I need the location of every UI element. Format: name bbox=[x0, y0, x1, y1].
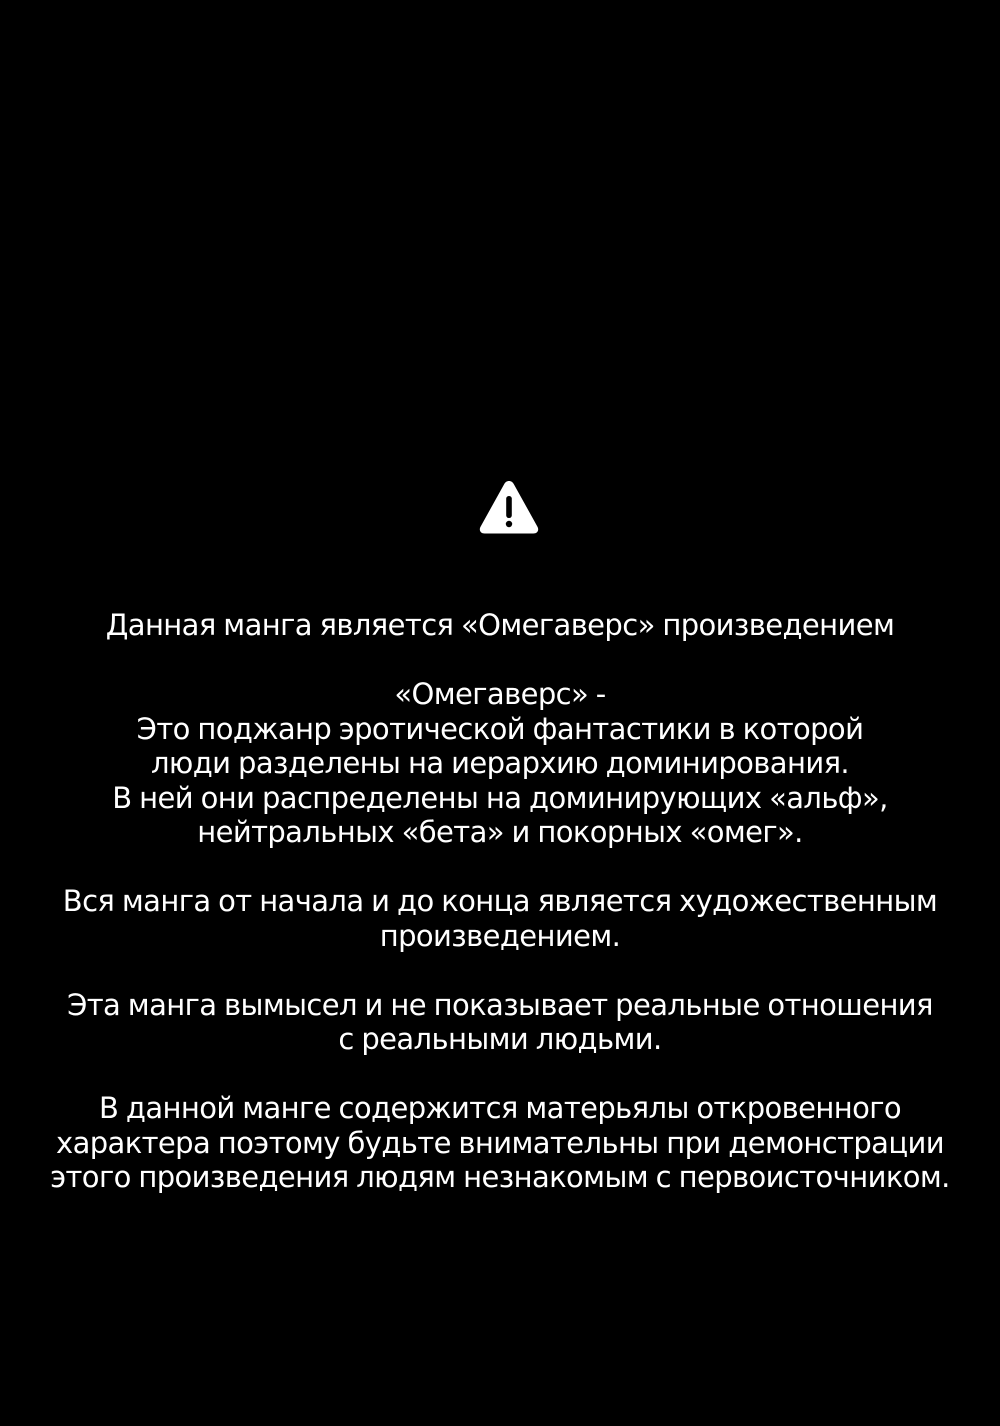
notice-line: Это поджанр эротической фантастики в которой bbox=[136, 711, 864, 746]
notice-line: Данная манга является «Омегаверс» произведением bbox=[105, 608, 895, 642]
notice-line: В данной манге содержится матерьялы откровенного bbox=[98, 1091, 902, 1125]
notice-line: люди разделены на иерархию доминирования. bbox=[150, 746, 850, 780]
paragraph-gap bbox=[0, 953, 1000, 988]
warning-icon bbox=[478, 479, 540, 535]
paragraph-gap bbox=[0, 850, 1000, 885]
notice-text bbox=[0, 608, 1000, 1195]
notice-line: Вся манга от начала и до конца является художественным bbox=[62, 884, 938, 918]
notice-line: В ней они распределены на доминирующих «альф», bbox=[112, 780, 888, 815]
notice-line: «Омегаверс» - bbox=[394, 677, 606, 711]
paragraph-gap bbox=[0, 1057, 1000, 1092]
warning-exclamation-dot bbox=[506, 521, 512, 527]
notice-line: с реальными людьми. bbox=[338, 1022, 662, 1056]
notice-line: Эта манга вымысел и не показывает реальные отношения bbox=[67, 987, 933, 1022]
notice-line: этого произведения людям незнакомым с первоисточником. bbox=[50, 1160, 950, 1194]
paragraph-gap bbox=[0, 643, 1000, 678]
warning-exclamation-bar bbox=[506, 496, 512, 518]
notice-line: характера поэтому будьте внимательны при демонстрации bbox=[56, 1125, 944, 1160]
notice-line: нейтральных «бета» и покорных «омег». bbox=[197, 815, 803, 849]
notice-line: произведением. bbox=[379, 918, 621, 953]
